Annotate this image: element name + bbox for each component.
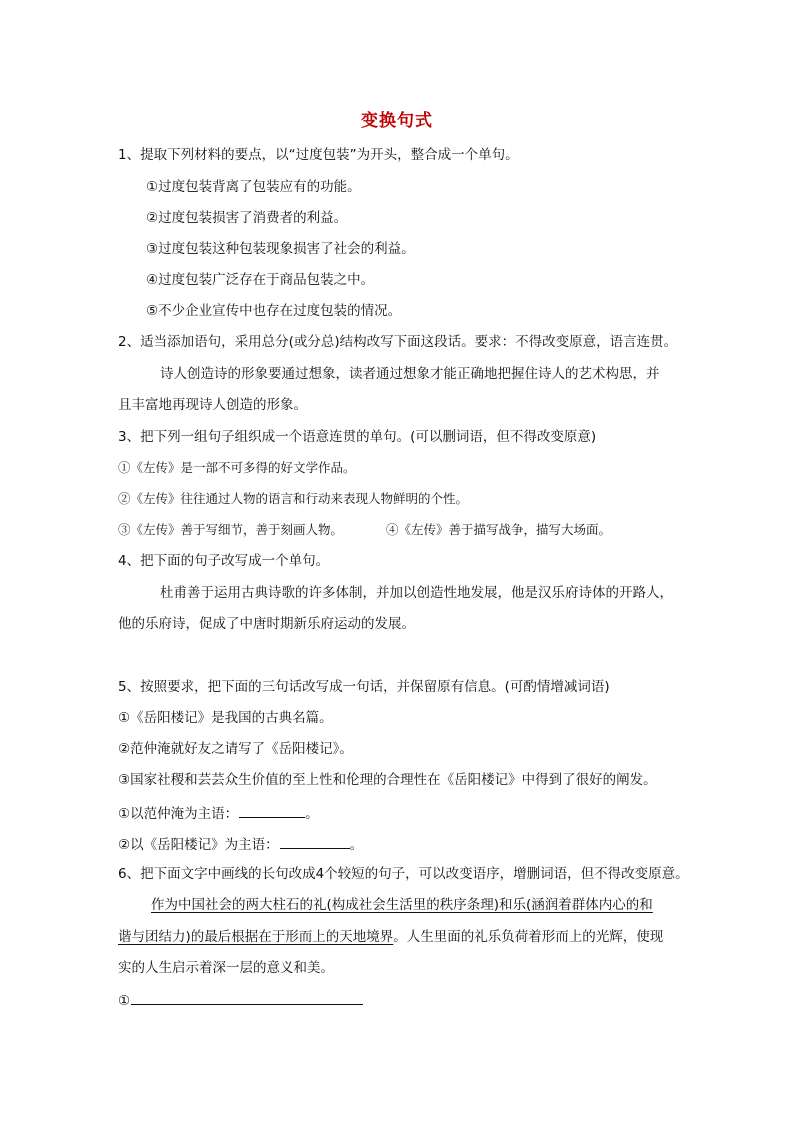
q6-answer-blank[interactable] xyxy=(131,990,363,1005)
q6-underlined-line-2: 谐与团结力)的最后根据在于形而上的天地境界 xyxy=(118,929,394,945)
q3-item-1: ①《左传》是一部不可多得的好文学作品。 xyxy=(118,460,356,475)
q5-item-1: ①《岳阳楼记》是我国的古典名篇。 xyxy=(118,710,333,726)
q6-answer xyxy=(118,990,363,1010)
q2-passage-line-1: 诗人创造诗的形象要通过想象，读者通过想象才能正确地把握住诗人的艺术构思，并 xyxy=(160,366,660,382)
q5-answer-1-label: ①以范仲淹为主语： xyxy=(118,806,239,822)
q5-answer-1-period: 。 xyxy=(305,806,319,822)
q5-answer-2-period: 。 xyxy=(349,837,364,853)
q4-passage-line-1: 杜甫善于运用古典诗歌的许多体制，并加以创造性地发展，他是汉乐府诗体的开路人， xyxy=(160,585,673,601)
q5-answer-1 xyxy=(118,803,319,823)
q1-item-5: ⑤不少企业宣传中也存在过度包装的情况。 xyxy=(146,303,402,319)
q5-answer-2 xyxy=(118,834,363,854)
q6-line-2 xyxy=(118,928,663,946)
document-title: 变换句式 xyxy=(361,111,433,131)
q1-item-4: ④过度包装广泛存在于商品包装之中。 xyxy=(146,272,375,288)
q3-item-2: ②《左传》往往通过人物的语言和行动来表现人物鲜明的个性。 xyxy=(118,491,469,506)
q5-answer-2-label: ②以《岳阳楼记》为主语： xyxy=(118,837,279,853)
q1-item-2: ②过度包装损害了消费者的利益。 xyxy=(146,210,348,226)
q4-stem: 4、把下面的句子改写成一个单句。 xyxy=(118,553,330,569)
q1-item-3: ③过度包装这种包装现象损害了社会的利益。 xyxy=(146,241,415,257)
q6-answer-label: ① xyxy=(118,993,131,1009)
q5-stem: 5、按照要求，把下面的三句话改写成一句话，并保留原有信息。(可酌情增减词语) xyxy=(118,679,610,695)
q3-item-4: ④《左传》善于描写战争，描写大场面。 xyxy=(386,522,612,537)
q6-line-3: 实的人生启示着深一层的意义和美。 xyxy=(118,960,334,976)
q2-passage-line-2: 且丰富地再现诗人创造的形象。 xyxy=(118,397,307,413)
q4-passage-line-2: 他的乐府诗，促成了中唐时期新乐府运动的发展。 xyxy=(118,616,415,632)
q2-stem: 2、适当添加语句，采用总分(或分总)结构改写下面这段话。要求：不得改变原意，语言连贯。 xyxy=(118,334,678,350)
q5-item-2: ②范仲淹就好友之请写了《岳阳楼记》。 xyxy=(118,741,353,757)
q5-answer-2-blank[interactable] xyxy=(280,834,350,849)
q1-stem: 1、提取下列材料的要点，以“过度包装”为开头，整合成一个单句。 xyxy=(118,147,519,163)
q5-answer-1-blank[interactable] xyxy=(239,803,305,818)
q1-item-1: ①过度包装背离了包装应有的功能。 xyxy=(146,179,361,195)
q6-stem: 6、把下面文字中画线的长句改成4个较短的句子，可以改变语序，增删词语，但不得改变原意。 xyxy=(118,866,689,882)
q6-underlined-line-1: 作为中国社会的两大柱石的礼(构成社会生活里的秩序条理)和乐(涵润着群体内心的和 xyxy=(151,897,653,913)
q3-stem: 3、把下列一组句子组织成一个语意连贯的单句。(可以删词语，但不得改变原意) xyxy=(118,429,597,445)
q5-item-3: ③国家社稷和芸芸众生价值的至上性和伦理的合理性在《岳阳楼记》中得到了很好的阐发。 xyxy=(118,772,657,788)
q6-rest-line-2: 。人生里面的礼乐负荷着形而上的光辉，使现 xyxy=(393,929,664,945)
q3-item-3: ③《左传》善于写细节，善于刻画人物。 xyxy=(118,522,344,537)
